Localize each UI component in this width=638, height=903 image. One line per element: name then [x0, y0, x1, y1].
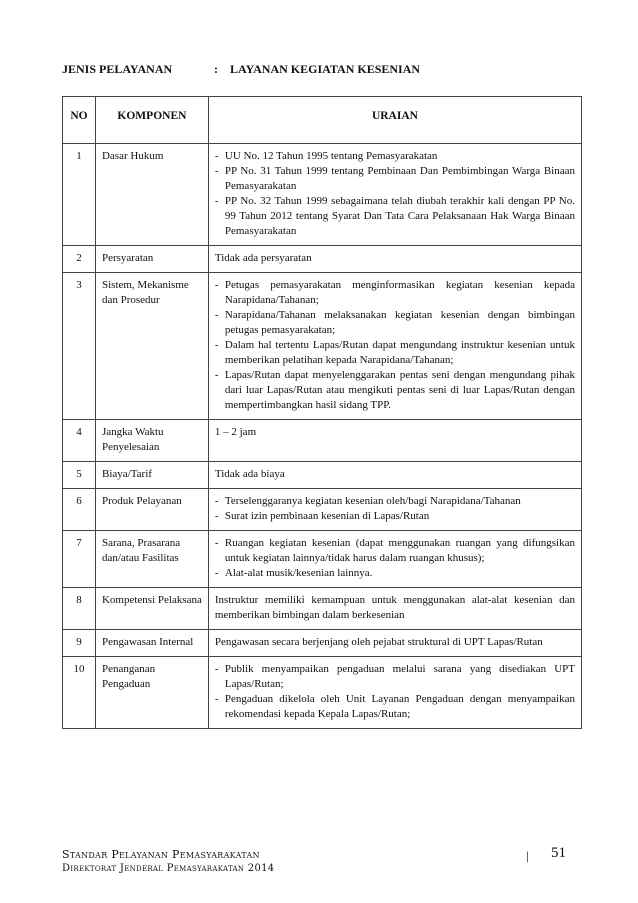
list-item: - Dalam hal tertentu Lapas/Rutan dapat mengundang instruktur kesenian untuk memberikan pelatihan kepada Narapidana/Tahanan;: [215, 338, 575, 368]
component-name: Persyaratan: [95, 246, 208, 273]
table-row: [63, 420, 582, 462]
component-description: [208, 657, 581, 729]
component-description: [208, 273, 581, 420]
service-type-label: JENIS PELAYANAN: [62, 62, 173, 76]
list-item: - Pengaduan dikelola oleh Unit Layanan Pengaduan dengan menyampaikan rekomendasi kepada Kepala Lapas/Rutan;: [215, 692, 575, 722]
row-number: 6: [63, 489, 96, 531]
component-name: Sarana, Prasarana dan/atau Fasilitas: [95, 531, 208, 588]
component-name: Jangka Waktu Penyelesaian: [95, 420, 208, 462]
component-name: Sistem, Mekanisme dan Prosedur: [95, 273, 208, 420]
footer-title: [62, 848, 274, 876]
row-number: 3: [63, 273, 96, 420]
description-list: [215, 536, 575, 581]
page-number: 51: [551, 845, 566, 861]
list-item: - Terselenggaranya kegiatan kesenian oleh/bagi Narapidana/Tahanan: [215, 494, 575, 509]
component-name: Biaya/Tarif: [95, 462, 208, 489]
footer-line-2: Direktorat Jenderal Pemasyarakatan 2014: [62, 863, 275, 874]
component-name: Dasar Hukum: [95, 144, 208, 246]
table-body: [63, 144, 582, 729]
service-standard-table: [62, 96, 582, 729]
component-name: Kompetensi Pelaksana: [95, 588, 208, 630]
row-number: 7: [63, 531, 96, 588]
row-number: 4: [63, 420, 96, 462]
table-row: [63, 246, 582, 273]
row-number: 9: [63, 630, 96, 657]
list-item: - PP No. 32 Tahun 1999 sebagaimana telah diubah terakhir kali dengan PP No. 99 Tahun 2012 tentang Syarat Dan Tata Cara Pelaksanaan Hak Warga Binaan Pemasyarakatan: [215, 194, 575, 239]
row-number: 8: [63, 588, 96, 630]
component-description: Tidak ada biaya: [208, 462, 581, 489]
table-row: [63, 657, 582, 729]
component-name: Penanganan Pengaduan: [95, 657, 208, 729]
component-description: Tidak ada persyaratan: [208, 246, 581, 273]
table-row: [63, 531, 582, 588]
footer-separator: |: [526, 848, 529, 863]
table-row: [63, 630, 582, 657]
table-header-row: [63, 97, 582, 144]
list-item: - Alat-alat musik/kesenian lainnya.: [215, 566, 575, 581]
header-no: NO: [63, 97, 96, 144]
component-description: Instruktur memiliki kemampuan untuk menggunakan alat-alat kesenian dan memberikan bimbingan dalam berkesenian: [208, 588, 581, 630]
component-description: Pengawasan secara berjenjang oleh pejabat struktural di UPT Lapas/Rutan: [208, 630, 581, 657]
table-row: [63, 273, 582, 420]
description-list: [215, 149, 575, 239]
component-name: Produk Pelayanan: [95, 489, 208, 531]
row-number: 10: [63, 657, 96, 729]
row-number: 1: [63, 144, 96, 246]
list-item: - Petugas pemasyarakatan menginformasikan kegiatan kesenian kepada Narapidana/Tahanan;: [215, 278, 575, 308]
table-row: [63, 588, 582, 630]
component-description: [208, 531, 581, 588]
header-komponen: KOMPONEN: [95, 97, 208, 144]
list-item: - Lapas/Rutan dapat menyelenggarakan pentas seni dengan mengundang pihak dari luar Lapas/Rutan atau mengikuti pentas seni di luar Lapas/Rutan dengan mempertimbangkan hasil sidang TPP.: [215, 368, 575, 413]
description-list: [215, 494, 575, 524]
table-row: [63, 144, 582, 246]
description-list: [215, 662, 575, 722]
footer-line-1: Standar Pelayanan Pemasyarakatan: [62, 848, 260, 861]
description-list: [215, 278, 575, 413]
service-type-value: LAYANAN KEGIATAN KESENIAN: [230, 62, 421, 76]
list-item: - Publik menyampaikan pengaduan melalui sarana yang disediakan UPT Lapas/Rutan;: [215, 662, 575, 692]
header-separator: :: [214, 62, 218, 76]
component-description: [208, 144, 581, 246]
list-item: - Ruangan kegiatan kesenian (dapat menggunakan ruangan yang difungsikan untuk kegiatan lainnya/tidak harus dalam ruangan khusus);: [215, 536, 575, 566]
list-item: - PP No. 31 Tahun 1999 tentang Pembinaan Dan Pembimbingan Warga Binaan Pemasyarakatan: [215, 164, 575, 194]
component-description: [208, 489, 581, 531]
row-number: 5: [63, 462, 96, 489]
list-item: - Surat izin pembinaan kesenian di Lapas/Rutan: [215, 509, 575, 524]
component-name: Pengawasan Internal: [95, 630, 208, 657]
table-row: [63, 462, 582, 489]
list-item: - Narapidana/Tahanan melaksanakan kegiatan kesenian dengan bimbingan petugas pemasyarakatan;: [215, 308, 575, 338]
header-uraian: URAIAN: [208, 97, 581, 144]
list-item: - UU No. 12 Tahun 1995 tentang Pemasyarakatan: [215, 149, 575, 164]
row-number: 2: [63, 246, 96, 273]
table-row: [63, 489, 582, 531]
component-description: 1 – 2 jam: [208, 420, 581, 462]
